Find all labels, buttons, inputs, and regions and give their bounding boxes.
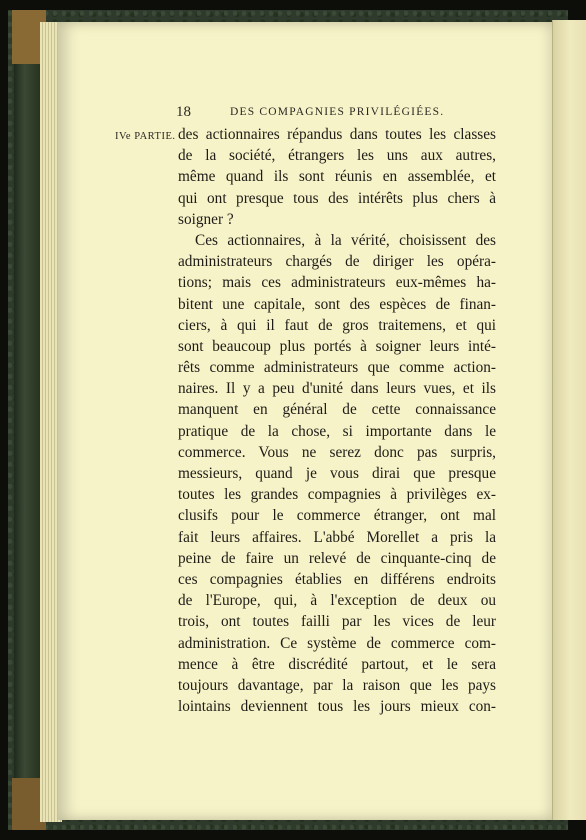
facing-page-edge: [552, 20, 586, 820]
text-line: de la société, étrangers les uns aux autres,: [178, 147, 496, 165]
text-line: peine de faire un relevé de cinquante-cinq de: [178, 549, 496, 567]
text-line: messieurs, quand je vous dirai que presque: [178, 465, 496, 482]
text-line: toujours davantage, par la raison que les pays: [178, 676, 496, 694]
text-line: qui ont presque tous des intérêts plus chers à: [178, 189, 496, 207]
text-line: manquent en général de cette connaissance: [178, 401, 496, 419]
spine-strip: [14, 12, 40, 828]
text-line: commerce. Vous ne serez donc pas surpris,: [178, 443, 496, 461]
text-line: clusifs pour le commerce étranger, ont mal: [178, 507, 496, 525]
text-line: de l'Europe, qui, à l'exception de deux ou: [178, 592, 496, 610]
body-text: [178, 124, 496, 717]
text-line: même quand ils sont réunis en assemblée, et: [178, 168, 496, 186]
running-head-title: DES COMPAGNIES PRIVILÉGIÉES.: [230, 106, 445, 118]
text-line: mence à être discrédité partout, et le sera: [178, 655, 496, 673]
text-line: pratique de la chose, si importante dans le: [178, 422, 496, 440]
text-line: naires. Il y a peu d'unité dans leurs vues, et ils: [178, 380, 496, 398]
text-line: fait leurs affaires. L'abbé Morellet a pris la: [178, 528, 496, 546]
text-line: rêts comme administrateurs que comme action-: [178, 359, 496, 377]
page-number: 18: [176, 104, 191, 120]
text-line: administrateurs chargés de diriger les opéra-: [178, 253, 496, 271]
text-line: Ces actionnaires, à la vérité, choisissent des: [195, 231, 496, 249]
running-head: [176, 104, 506, 124]
text-line: bitent une capitale, sont des espèces de finan-: [178, 295, 496, 313]
text-line: toutes les grandes compagnies à privilèges ex-: [178, 486, 496, 504]
margin-note: IVe PARTIE.: [115, 131, 176, 142]
text-line: soigner ?: [178, 210, 234, 228]
text-line: ces compagnies établies en différens endroits: [178, 570, 496, 588]
text-line: lointains deviennent tous les jours mieux con-: [178, 698, 496, 716]
text-line: sont beaucoup plus portés à soigner leurs inté-: [178, 337, 496, 355]
text-line: administration. Ce système de commerce com-: [178, 634, 496, 652]
text-line: trois, ont toutes failli par les vices de leur: [178, 613, 496, 631]
text-line: ciers, à qui il faut de gros traitemens, et qui: [178, 316, 496, 334]
text-line: tions; mais ces administrateurs eux-mêmes ha-: [178, 274, 496, 292]
text-line: des actionnaires répandus dans toutes les classes: [178, 126, 496, 143]
